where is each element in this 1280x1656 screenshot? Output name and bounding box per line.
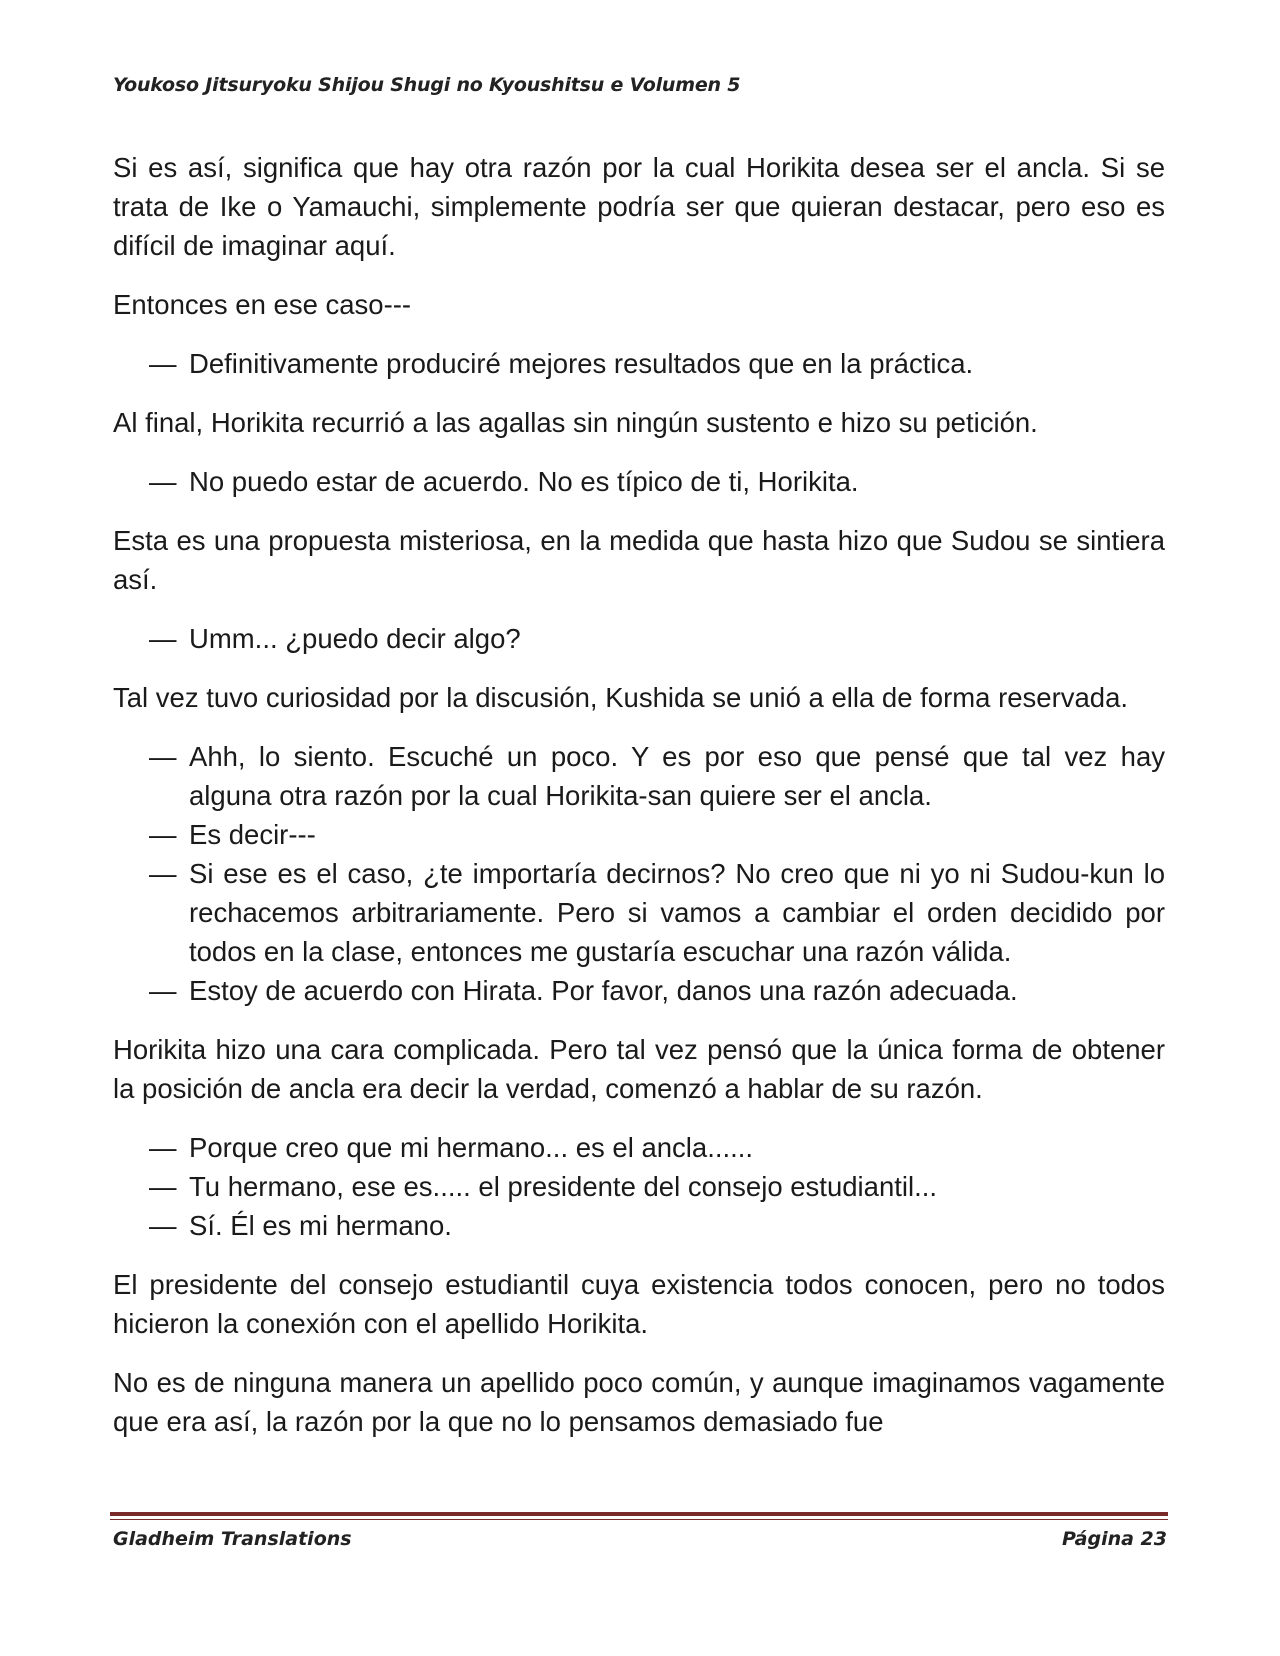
dialogue-text: Si ese es el caso, ¿te importaría decirnos? No creo que ni yo ni Sudou-kun lo rechacemos arbitrariamente. Pero si vamos a cambiar el orden decidido por todos en la clase, entonces me gustaría escuchar una razón válida. [189,858,1165,967]
dialogue-dash: — [149,348,177,379]
dialogue-dash: — [149,741,177,772]
footer-divider [110,1512,1168,1516]
dialogue-line [113,1206,1165,1245]
paragraph: Al final, Horikita recurrió a las agallas sin ningún sustento e hizo su petición. [113,407,1038,438]
dialogue-dash: — [149,819,177,850]
dialogue-text: Porque creo que mi hermano... es el ancla...... [189,1132,754,1163]
dialogue-text: Sí. Él es mi hermano. [189,1210,452,1241]
dialogue-text: No puedo estar de acuerdo. No es típico de ti, Horikita. [189,466,859,497]
dialogue-block [113,619,1165,658]
paragraph: Esta es una propuesta misteriosa, en la medida que hasta hizo que Sudou se sintiera así. [113,525,1165,595]
dialogue-text: Tu hermano, ese es..... el presidente del consejo estudiantil... [189,1171,938,1202]
dialogue-line [113,815,1165,854]
dialogue-line [113,737,1165,815]
paragraph: Horikita hizo una cara complicada. Pero tal vez pensó que la única forma de obtener la posición de ancla era decir la verdad, comenzó a hablar de su razón. [113,1034,1165,1104]
paragraph: No es de ninguna manera un apellido poco común, y aunque imaginamos vagamente que era así, la razón por la que no lo pensamos demasiado fue [113,1367,1165,1437]
dialogue-line [113,854,1165,971]
dialogue-dash: — [149,975,177,1006]
dialogue-line [113,462,1165,501]
dialogue-text: Umm... ¿puedo decir algo? [189,623,521,654]
dialogue-block [113,344,1165,383]
paragraph: Tal vez tuvo curiosidad por la discusión, Kushida se unió a ella de forma reservada. [113,682,1129,713]
dialogue-line [113,971,1165,1010]
dialogue-block [113,737,1165,1010]
running-header: Youkoso Jitsuryoku Shijou Shugi no Kyoushitsu e Volumen 5 [113,74,741,96]
dialogue-dash: — [149,1132,177,1163]
dialogue-text: Ahh, lo siento. Escuché un poco. Y es por eso que pensé que tal vez hay alguna otra razón por la cual Horikita-san quiere ser el ancla. [189,741,1165,811]
paragraph: Entonces en ese caso--- [113,289,412,320]
dialogue-line [113,344,1165,383]
page-body [113,148,1165,1461]
dialogue-text: Estoy de acuerdo con Hirata. Por favor, danos una razón adecuada. [189,975,1018,1006]
dialogue-dash: — [149,466,177,497]
dialogue-dash: — [149,1210,177,1241]
dialogue-line [113,619,1165,658]
page-number: Página 23 [1061,1528,1167,1550]
dialogue-block [113,1128,1165,1245]
dialogue-text: Definitivamente produciré mejores resultados que en la práctica. [189,348,974,379]
dialogue-dash: — [149,858,177,889]
dialogue-dash: — [149,623,177,654]
paragraph: Si es así, significa que hay otra razón por la cual Horikita desea ser el ancla. Si se trata de Ike o Yamauchi, simplemente podría ser que quieran destacar, pero eso es difícil de imaginar aquí. [113,152,1165,261]
dialogue-dash: — [149,1171,177,1202]
dialogue-line [113,1167,1165,1206]
dialogue-text: Es decir--- [189,819,316,850]
footer-publisher: Gladheim Translations [113,1528,352,1550]
paragraph: El presidente del consejo estudiantil cuya existencia todos conocen, pero no todos hicieron la conexión con el apellido Horikita. [113,1269,1165,1339]
footer-divider-thin [110,1519,1168,1520]
dialogue-block [113,462,1165,501]
dialogue-line [113,1128,1165,1167]
